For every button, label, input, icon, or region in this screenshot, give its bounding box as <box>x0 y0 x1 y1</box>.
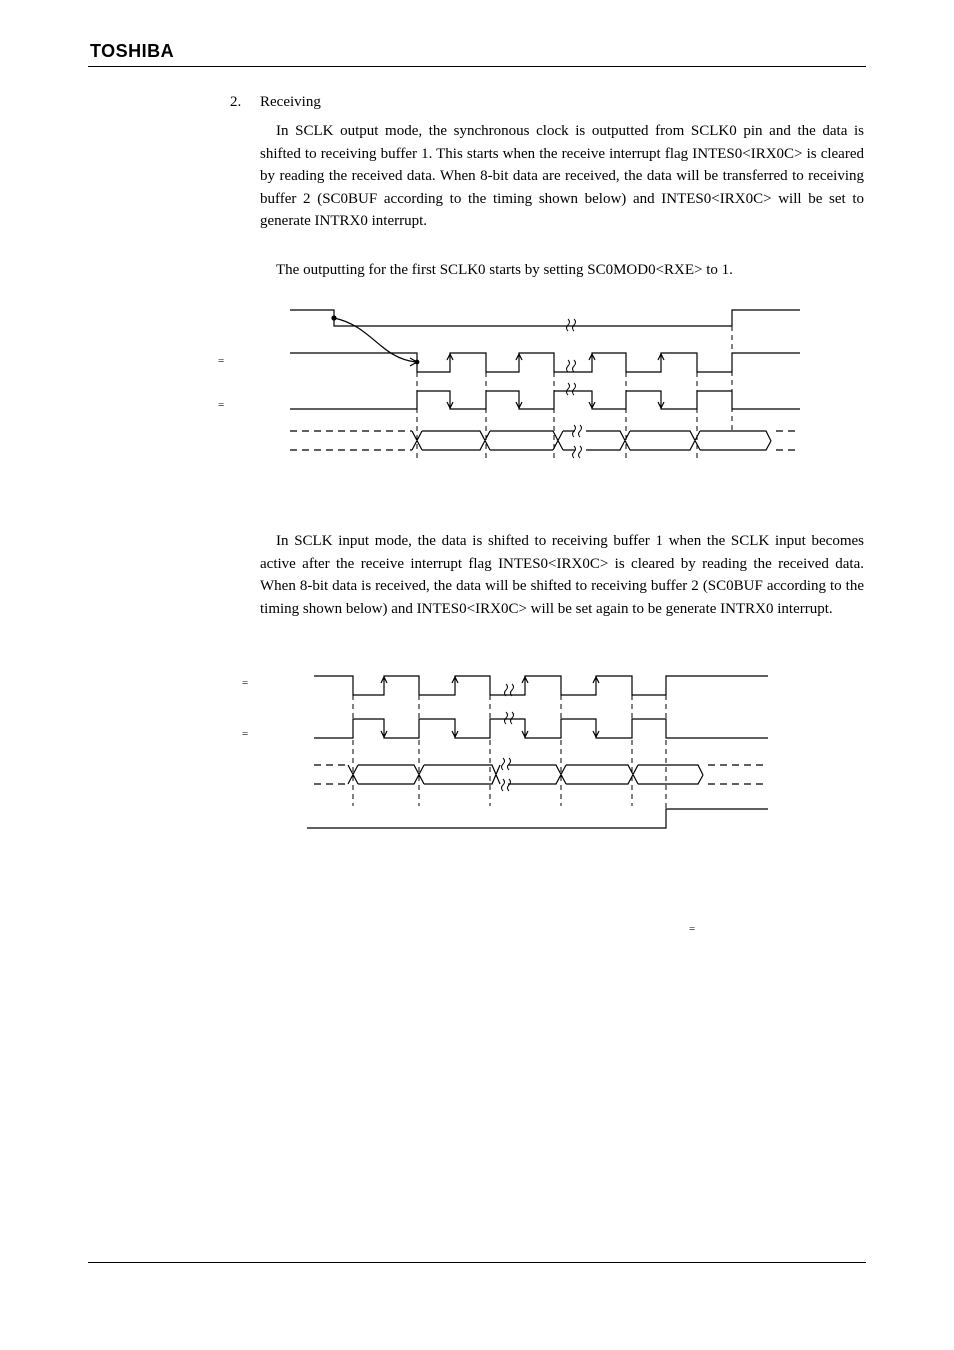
d2-sclk-waveform <box>314 676 768 695</box>
diagram2-equals-mark-2: = <box>242 728 249 740</box>
paragraph-sclk-input-mode: In SCLK input mode, the data is shifted to receiving buffer 1 when the SCLK input becomes active after the receive interrupt flag INTES0<IRX0C> is cleared by reading the received data. When 8-bit data is received, the data will be shifted to receiving buffer 2 (SC0BUF according to the timing shown below) and INTES0<IRX0C> will be set again to be generate INTRX0 interrupt. <box>260 533 864 617</box>
d1-control-waveform <box>290 310 800 326</box>
d2-break-marks <box>502 684 514 791</box>
diagram1-equals-mark-1: = <box>218 355 225 367</box>
d1-data-transition <box>553 431 575 450</box>
paragraph-first-sclk: The outputting for the first SCLK0 starts by setting SC0MOD0<RXE> to 1. <box>276 262 733 278</box>
section-title: Receiving <box>260 94 321 110</box>
footer-rule <box>88 1262 866 1263</box>
timing-diagram-1 <box>290 310 800 462</box>
d1-sample-markers <box>417 326 732 462</box>
d2-data-bus-end-dashed <box>708 765 768 784</box>
d1-data-bus-end-dashed <box>776 431 800 450</box>
note-equals-mark: = <box>689 923 696 935</box>
diagram1-equals-mark-2: = <box>218 399 225 411</box>
d1-data-bus-undefined <box>290 431 412 450</box>
d1-sclk-waveform <box>290 353 800 372</box>
d1-data-bus <box>412 431 771 450</box>
paragraph-sclk-output-mode: In SCLK output mode, the synchronous clock is outputted from SCLK0 pin and the data is shifted to receiving buffer 1. This starts when the receive interrupt flag INTES0<IRX0C> is cleared by reading the received data. When 8-bit data are received, the data will be transferred to receiving buffer 2 (SC0BUF according to the timing shown below) and INTES0<IRX0C> will be set to generate INTRX0 interrupt. <box>260 123 864 229</box>
d2-shift-clock-waveform <box>314 719 768 738</box>
d2-sample-markers <box>353 695 666 808</box>
timing-diagram-2 <box>307 676 768 828</box>
d1-sclk-edge-arrows <box>447 354 664 360</box>
d1-start-arrow-curve <box>334 318 416 362</box>
d2-data-bus-undefined <box>314 765 348 784</box>
d1-break-marks <box>567 319 582 458</box>
d1-shift-edge-arrows <box>447 402 664 408</box>
toshiba-logo: TOSHIBA <box>90 41 175 61</box>
section-number: 2. <box>230 94 242 110</box>
diagram2-equals-mark-1: = <box>242 677 249 689</box>
d2-data-bus <box>348 765 703 784</box>
d1-shift-clock-waveform <box>290 391 800 409</box>
d2-interrupt-waveform <box>307 809 768 828</box>
